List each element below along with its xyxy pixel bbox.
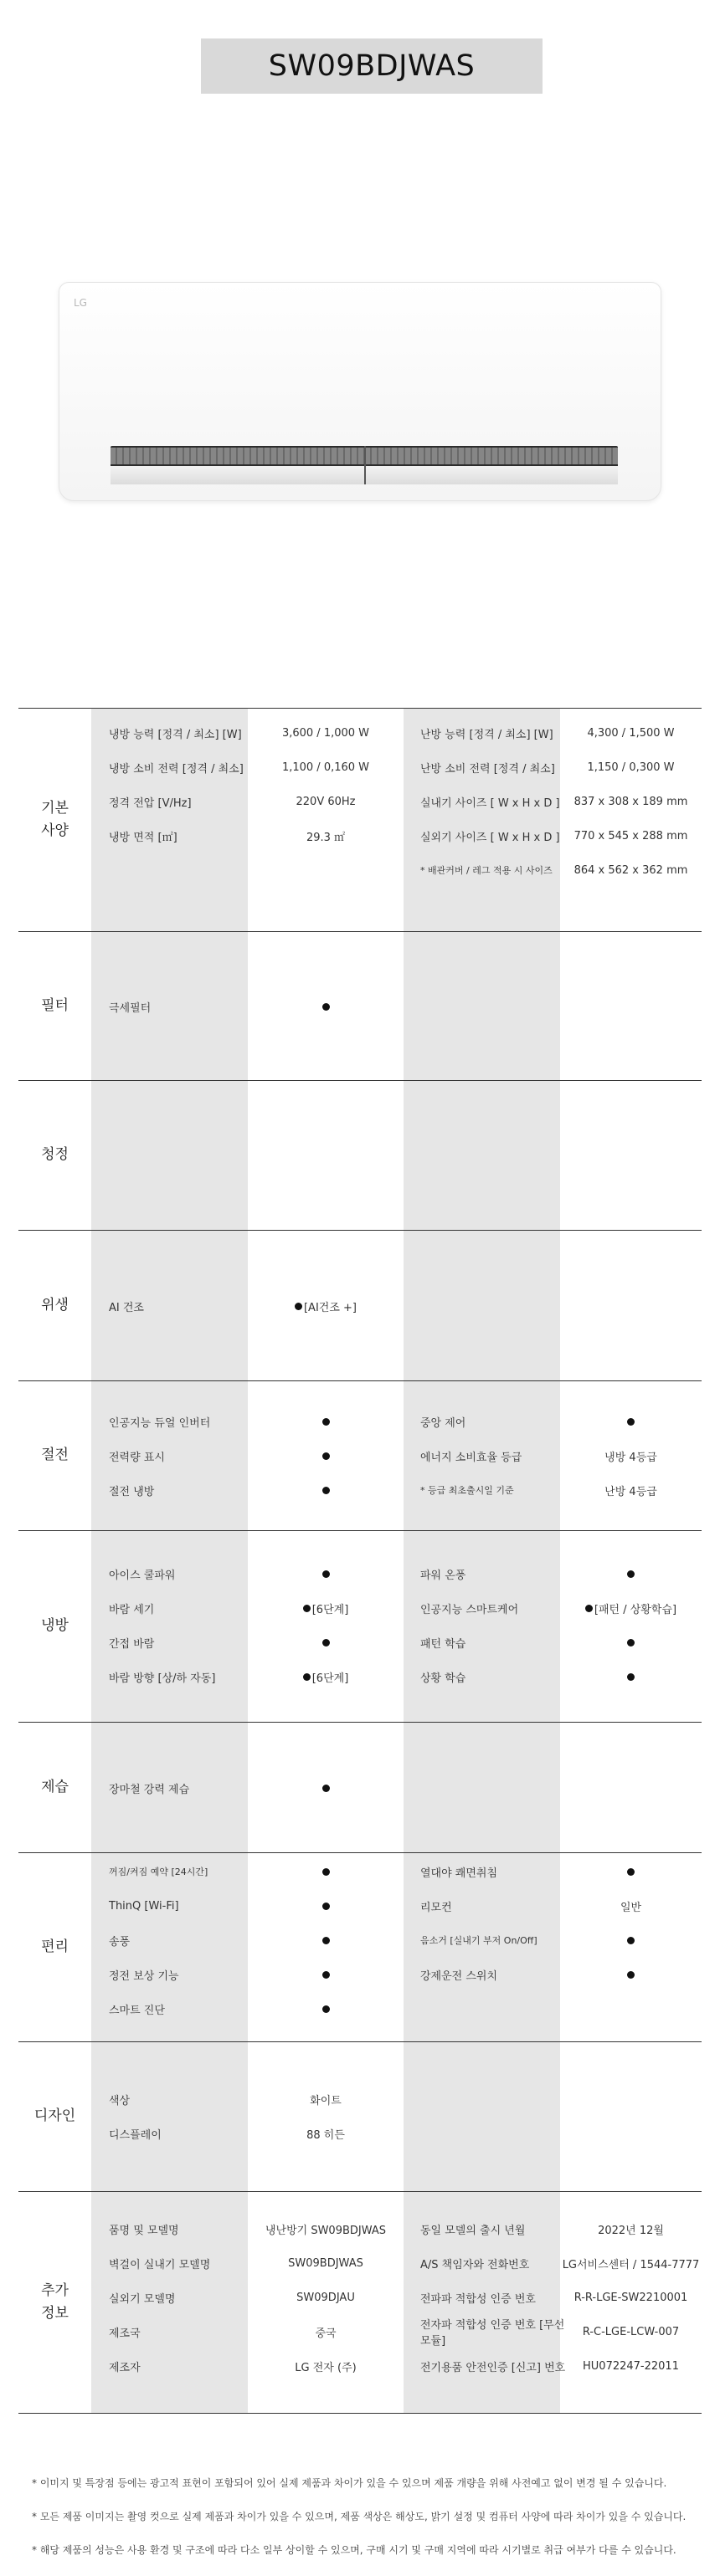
spec-label: 장마철 강력 제습 — [109, 1783, 190, 1796]
section-clean — [18, 1081, 702, 1231]
spec-label: 간접 바람 — [109, 1637, 155, 1651]
spec-label: 음소거 [실내기 부저 On/Off] — [420, 1935, 537, 1946]
spec-label: 난방 능력 [정격 / 최소] [W] — [420, 728, 553, 741]
spec-label: 강제운전 스위치 — [420, 1969, 498, 1983]
spec-value: 1,100 / 0,160 W — [281, 761, 370, 774]
disclaimer-note: * 모든 제품 이미지는 촬영 컷으로 실제 제품과 차이가 있을 수 있으며, 제품 색상은 해상도, 밝기 설정 및 컴퓨터 사양에 따라 차이가 있을 수 있습니다. — [32, 2511, 687, 2522]
disclaimer-note: * 해당 제품의 성능은 사용 환경 및 구조에 따라 다소 일부 상이할 수 있으며, 구매 시기 및 구매 지역에 따라 시기별로 취급 여부가 다를 수 있습니다. — [32, 2544, 676, 2556]
spec-label: 전력량 표시 — [109, 1451, 165, 1464]
section-basic — [18, 708, 702, 932]
spec-label: 아이스 쿨파워 — [109, 1569, 176, 1582]
spec-label: 제조국 — [109, 2327, 141, 2340]
section-power-saving — [18, 1381, 702, 1531]
spec-value: 29.3 ㎡ — [306, 831, 346, 844]
spec-value: 일반 — [620, 1901, 642, 1914]
spec-label: 열대야 쾌면취침 — [420, 1867, 498, 1880]
spec-value: 864 x 562 x 362 mm — [573, 863, 688, 877]
section-title: 제습 — [41, 1778, 69, 1795]
supported-dot — [248, 1405, 404, 1438]
spec-value: LG서비스센터 / 1544-7777 — [562, 2258, 700, 2271]
spec-value: LG 전자 (주) — [295, 2361, 357, 2374]
spec-label: 바람 세기 — [109, 1603, 155, 1616]
supported-dot — [560, 1405, 702, 1438]
spec-value: 3,600 / 1,000 W — [281, 726, 370, 740]
spec-value: 1,150 / 0,300 W — [587, 761, 675, 774]
spec-value: 난방 4등급 — [604, 1485, 657, 1498]
spec-label: 중앙 제어 — [420, 1416, 466, 1430]
spec-value: [6단계] — [248, 1591, 404, 1625]
section-hygiene — [18, 1231, 702, 1381]
spec-value: [패턴 / 상황학습] — [560, 1591, 702, 1625]
spec-label: ThinQ [Wi-Fi] — [109, 1899, 179, 1913]
spec-label: AI 건조 — [109, 1301, 144, 1314]
spec-label: 인공지능 스마트케어 — [420, 1603, 519, 1616]
supported-dot — [248, 1889, 404, 1923]
supported-dot — [248, 1958, 404, 1991]
section-cooling — [18, 1531, 702, 1723]
section-title: 청정 — [41, 1146, 69, 1164]
spec-label: 디스플레이 — [109, 2128, 162, 2142]
spec-label: 실외기 모델명 — [109, 2292, 176, 2306]
spec-table — [18, 708, 702, 2414]
spec-label: 색상 — [109, 2094, 131, 2107]
spec-footnote: * 등급 최초출시일 기준 — [420, 1485, 514, 1496]
spec-label: 실외기 사이즈 [ W x H x D ] — [420, 831, 560, 844]
supported-dot — [248, 1855, 404, 1888]
disclaimer-note: * 이미지 및 특장점 등에는 광고적 표현이 포함되어 있어 실제 제품과 차이가 있을 수 있으며 제품 개량을 위해 사전예고 없이 변경 될 수 있습니다. — [32, 2477, 667, 2489]
spec-label: 냉방 면적 [㎡] — [109, 831, 177, 844]
supported-dot — [248, 1439, 404, 1472]
spec-label: 냉방 능력 [정격 / 최소] [W] — [109, 728, 242, 741]
spec-value: [6단계] — [248, 1660, 404, 1693]
section-extra-info — [18, 2192, 702, 2414]
spec-value: HU072247-22011 — [583, 2359, 679, 2373]
section-title: 절전 — [41, 1447, 69, 1464]
section-filter — [18, 932, 702, 1081]
spec-label: 상황 학습 — [420, 1672, 466, 1685]
supported-dot — [248, 1473, 404, 1507]
flap-divider — [364, 446, 366, 484]
spec-value: 4,300 / 1,500 W — [587, 726, 675, 740]
spec-value: SW09BDJWAS — [288, 2256, 363, 2270]
disclaimer-notes — [32, 2475, 702, 2575]
supported-dot — [560, 1557, 702, 1590]
spec-label: 벽걸이 실내기 모델명 — [109, 2258, 211, 2271]
section-title: 위생 — [41, 1296, 69, 1314]
supported-dot — [248, 1771, 404, 1805]
spec-label: 꺼짐/켜짐 예약 [24시간] — [109, 1867, 208, 1877]
spec-label: 난방 소비 전력 [정격 / 최소] — [420, 762, 555, 776]
spec-label: 에너지 소비효율 등급 — [420, 1451, 522, 1464]
section-title: 추가 정보 — [41, 2282, 69, 2322]
supported-dot — [560, 1958, 702, 1991]
spec-value: 770 x 545 x 288 mm — [573, 829, 688, 842]
spec-label: 품명 및 모델명 — [109, 2224, 179, 2237]
spec-label: 인공지능 듀얼 인버터 — [109, 1416, 211, 1430]
spec-value: R-R-LGE-SW2210001 — [573, 2291, 688, 2304]
spec-label: 동일 모델의 출시 년월 — [420, 2224, 526, 2237]
spec-value: SW09DJAU — [296, 2291, 355, 2304]
spec-label: 리모컨 — [420, 1901, 452, 1914]
section-title: 디자인 — [33, 2107, 76, 2125]
supported-dot — [560, 1626, 702, 1659]
supported-dot — [248, 1923, 404, 1957]
section-title: 편리 — [41, 1938, 69, 1955]
spec-label: 전파파 적합성 인증 번호 — [420, 2292, 536, 2306]
supported-dot — [560, 1660, 702, 1693]
supported-dot — [248, 1992, 404, 2025]
supported-dot — [248, 1626, 404, 1659]
spec-label: 정전 보상 기능 — [109, 1969, 179, 1983]
spec-value: 837 x 308 x 189 mm — [573, 795, 688, 808]
supported-dot — [248, 1557, 404, 1590]
spec-label: 정격 전압 [V/Hz] — [109, 796, 192, 810]
spec-value: 88 히든 — [306, 2128, 345, 2142]
spec-label: 전자파 적합성 인증 번호 [무선모듈] — [420, 2319, 565, 2348]
spec-label: 바람 방향 [상/하 자동] — [109, 1672, 216, 1685]
supported-dot — [560, 1923, 702, 1957]
spec-value: 중국 — [315, 2327, 337, 2340]
spec-value: 220V 60Hz — [296, 795, 356, 808]
section-design — [18, 2042, 702, 2192]
spec-value: [AI건조 +] — [248, 1289, 404, 1323]
spec-value: 2022년 12월 — [598, 2224, 664, 2237]
lg-logo: LG — [74, 297, 87, 309]
spec-value: 냉방 4등급 — [604, 1451, 657, 1464]
spec-label: 실내기 사이즈 [ W x H x D ] — [420, 796, 560, 810]
spec-footnote: * 배관커버 / 레그 적용 시 사이즈 — [420, 865, 553, 876]
spec-label: 절전 냉방 — [109, 1485, 155, 1498]
spec-label: 송풍 — [109, 1935, 131, 1949]
model-banner — [201, 38, 543, 94]
product-image-air-conditioner — [59, 282, 661, 501]
spec-label: 패턴 학습 — [420, 1637, 466, 1651]
spec-label: 제조자 — [109, 2361, 141, 2374]
section-convenience — [18, 1853, 702, 2042]
spec-label: 파워 온풍 — [420, 1569, 466, 1582]
supported-dot — [560, 1855, 702, 1888]
spec-label: 스마트 진단 — [109, 2004, 165, 2017]
spec-value: 화이트 — [310, 2094, 342, 2107]
section-dehumidify — [18, 1723, 702, 1853]
spec-label: 전기용품 안전인증 [신고] 번호 — [420, 2361, 566, 2374]
section-title: 필터 — [41, 996, 69, 1014]
spec-label: A/S 책임자와 전화번호 — [420, 2258, 530, 2271]
spec-value: R-C-LGE-LCW-007 — [582, 2325, 680, 2338]
spec-label: 극세필터 — [109, 1001, 152, 1015]
section-title: 기본 사양 — [41, 799, 69, 839]
supported-dot — [248, 990, 404, 1023]
spec-value: 냉난방기 SW09BDJWAS — [265, 2224, 387, 2237]
spec-label: 냉방 소비 전력 [정격 / 최소] — [109, 762, 244, 776]
section-title: 냉방 — [41, 1617, 69, 1635]
model-name: SW09BDJWAS — [268, 49, 476, 83]
